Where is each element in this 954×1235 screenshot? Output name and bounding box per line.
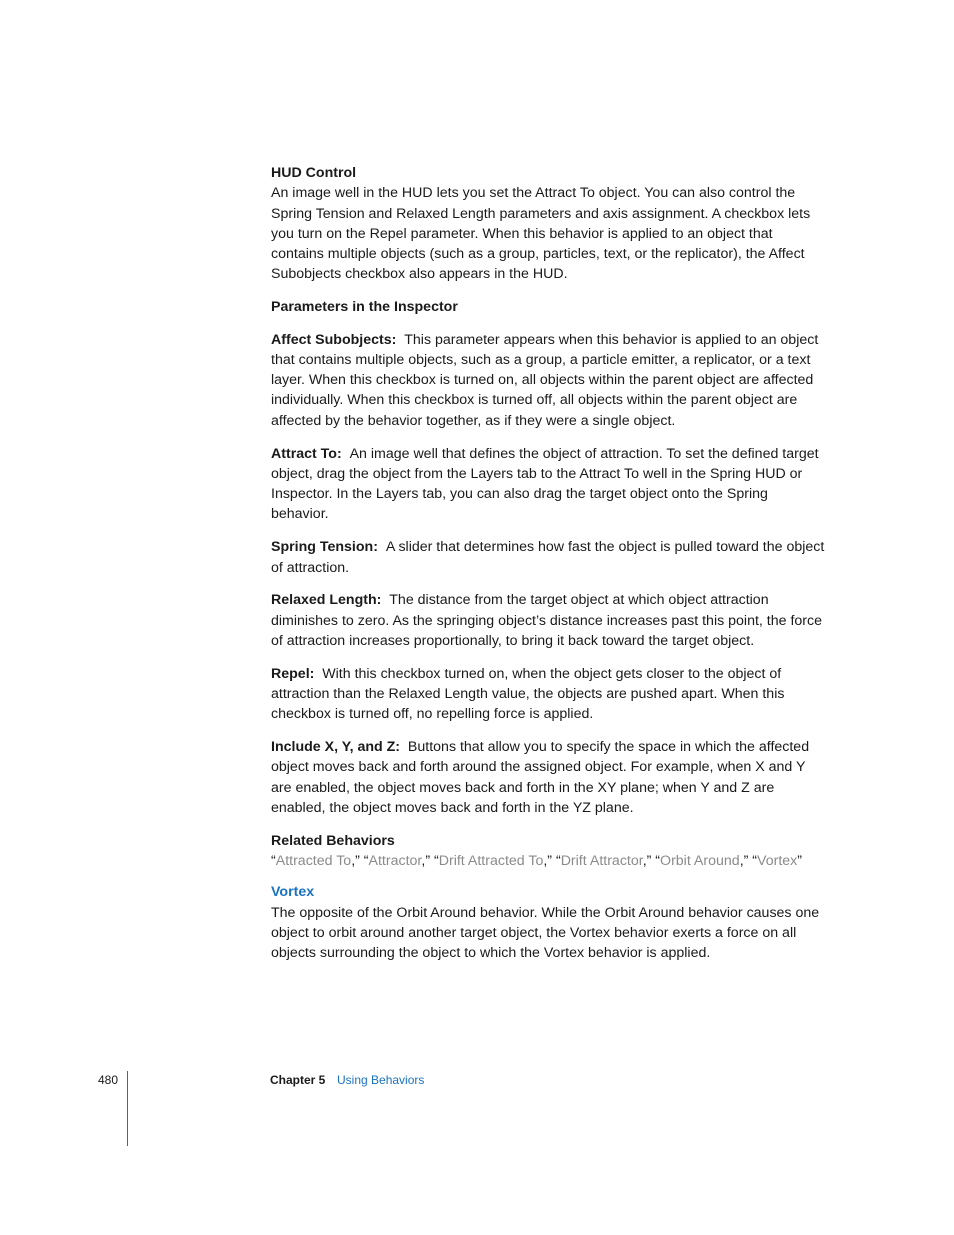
param-include-xyz xyxy=(271,737,827,818)
page-number: 480 xyxy=(98,1073,119,1087)
related-link-orbit-around[interactable]: Orbit Around xyxy=(660,853,740,870)
inspector-heading: Parameters in the Inspector xyxy=(271,298,458,315)
related-link-drift-attractor[interactable]: Drift Attractor xyxy=(560,853,643,870)
related-link-drift-attracted-to[interactable]: Drift Attracted To xyxy=(438,853,544,870)
param-relaxed-length xyxy=(271,590,827,651)
param-affect-subobjects xyxy=(271,330,827,431)
related-behaviors-list: “Attracted To,” “Attractor,” “Drift Attracted To,” “Drift Attractor,” “Orbit Around,” “Vortex” xyxy=(271,853,802,870)
param-term: Attract To: xyxy=(271,445,342,462)
related-link-attracted-to[interactable]: Attracted To xyxy=(275,853,352,870)
page-footer xyxy=(0,1071,954,1091)
param-text: A slider that determines how fast the object is pulled toward the object of attraction. xyxy=(271,539,825,576)
hud-control-heading: HUD Control xyxy=(271,165,357,181)
param-attract-to xyxy=(271,444,827,525)
page-content xyxy=(271,163,827,964)
param-repel xyxy=(271,664,827,725)
vortex-body: The opposite of the Orbit Around behavior. While the Orbit Around behavior causes one object to orbit around another target object, the Vortex behavior exerts a force on all objects surrounding the object to which the Vortex behavior is applied. xyxy=(271,904,820,962)
related-link-attractor[interactable]: Attractor xyxy=(368,853,422,870)
related-link-vortex[interactable]: Vortex xyxy=(757,853,798,870)
param-term: Affect Subobjects: xyxy=(271,331,397,348)
param-text: This parameter appears when this behavior is applied to an object that contains multiple objects, such as a group, a particle emitter, a replicator, or a text layer. When this checkbox is turned on, all objects within the parent object are affected individually. When this checkbox is turned off, all objects within the parent object are affected by the behavior together, as if they were a single object. xyxy=(271,331,819,429)
param-spring-tension xyxy=(271,537,827,578)
chapter-title-link[interactable]: Using Behaviors xyxy=(337,1073,425,1087)
related-behaviors-heading: Related Behaviors xyxy=(271,832,395,849)
chapter-label: Chapter 5 xyxy=(270,1073,326,1087)
param-text: The distance from the target object at which object attraction diminishes to zero. As the springing object’s distance increases past this point, the force of attraction increases proportionally, to bring it back toward the target object. xyxy=(271,592,822,649)
vortex-heading: Vortex xyxy=(271,884,315,901)
param-text: Buttons that allow you to specify the space in which the affected object moves back and forth around the assigned object. For example, when X and Y are enabled, the object moves back and forth in the XY plane; when Y and Z are enabled, the object moves back and forth in the YZ plane. xyxy=(271,739,810,817)
param-term: Include X, Y, and Z: xyxy=(271,739,401,756)
param-text: An image well that defines the object of attraction. To set the defined target object, drag the object from the Layers tab to the Attract To well in the Spring HUD or Inspector. In the Layers tab, you can also drag the target object onto the Spring behavior. xyxy=(271,445,819,523)
param-text: With this checkbox turned on, when the object gets closer to the object of attraction than the Relaxed Length value, the objects are pushed apart. When this checkbox is turned off, no repelling force is applied. xyxy=(271,665,785,723)
param-term: Relaxed Length: xyxy=(271,592,382,609)
param-term: Repel: xyxy=(271,665,315,682)
hud-control-body: An image well in the HUD lets you set the Attract To object. You can also control the Spring Tension and Relaxed Length parameters and axis assignment. A checkbox lets you turn on the Repel parameter. When this behavior is applied to an object that contains multiple objects (such as a group, particles, text, or the replicator), the Affect Subobjects checkbox also appears in the HUD. xyxy=(271,185,811,283)
param-term: Spring Tension: xyxy=(271,539,378,556)
footer-divider xyxy=(127,1071,128,1146)
